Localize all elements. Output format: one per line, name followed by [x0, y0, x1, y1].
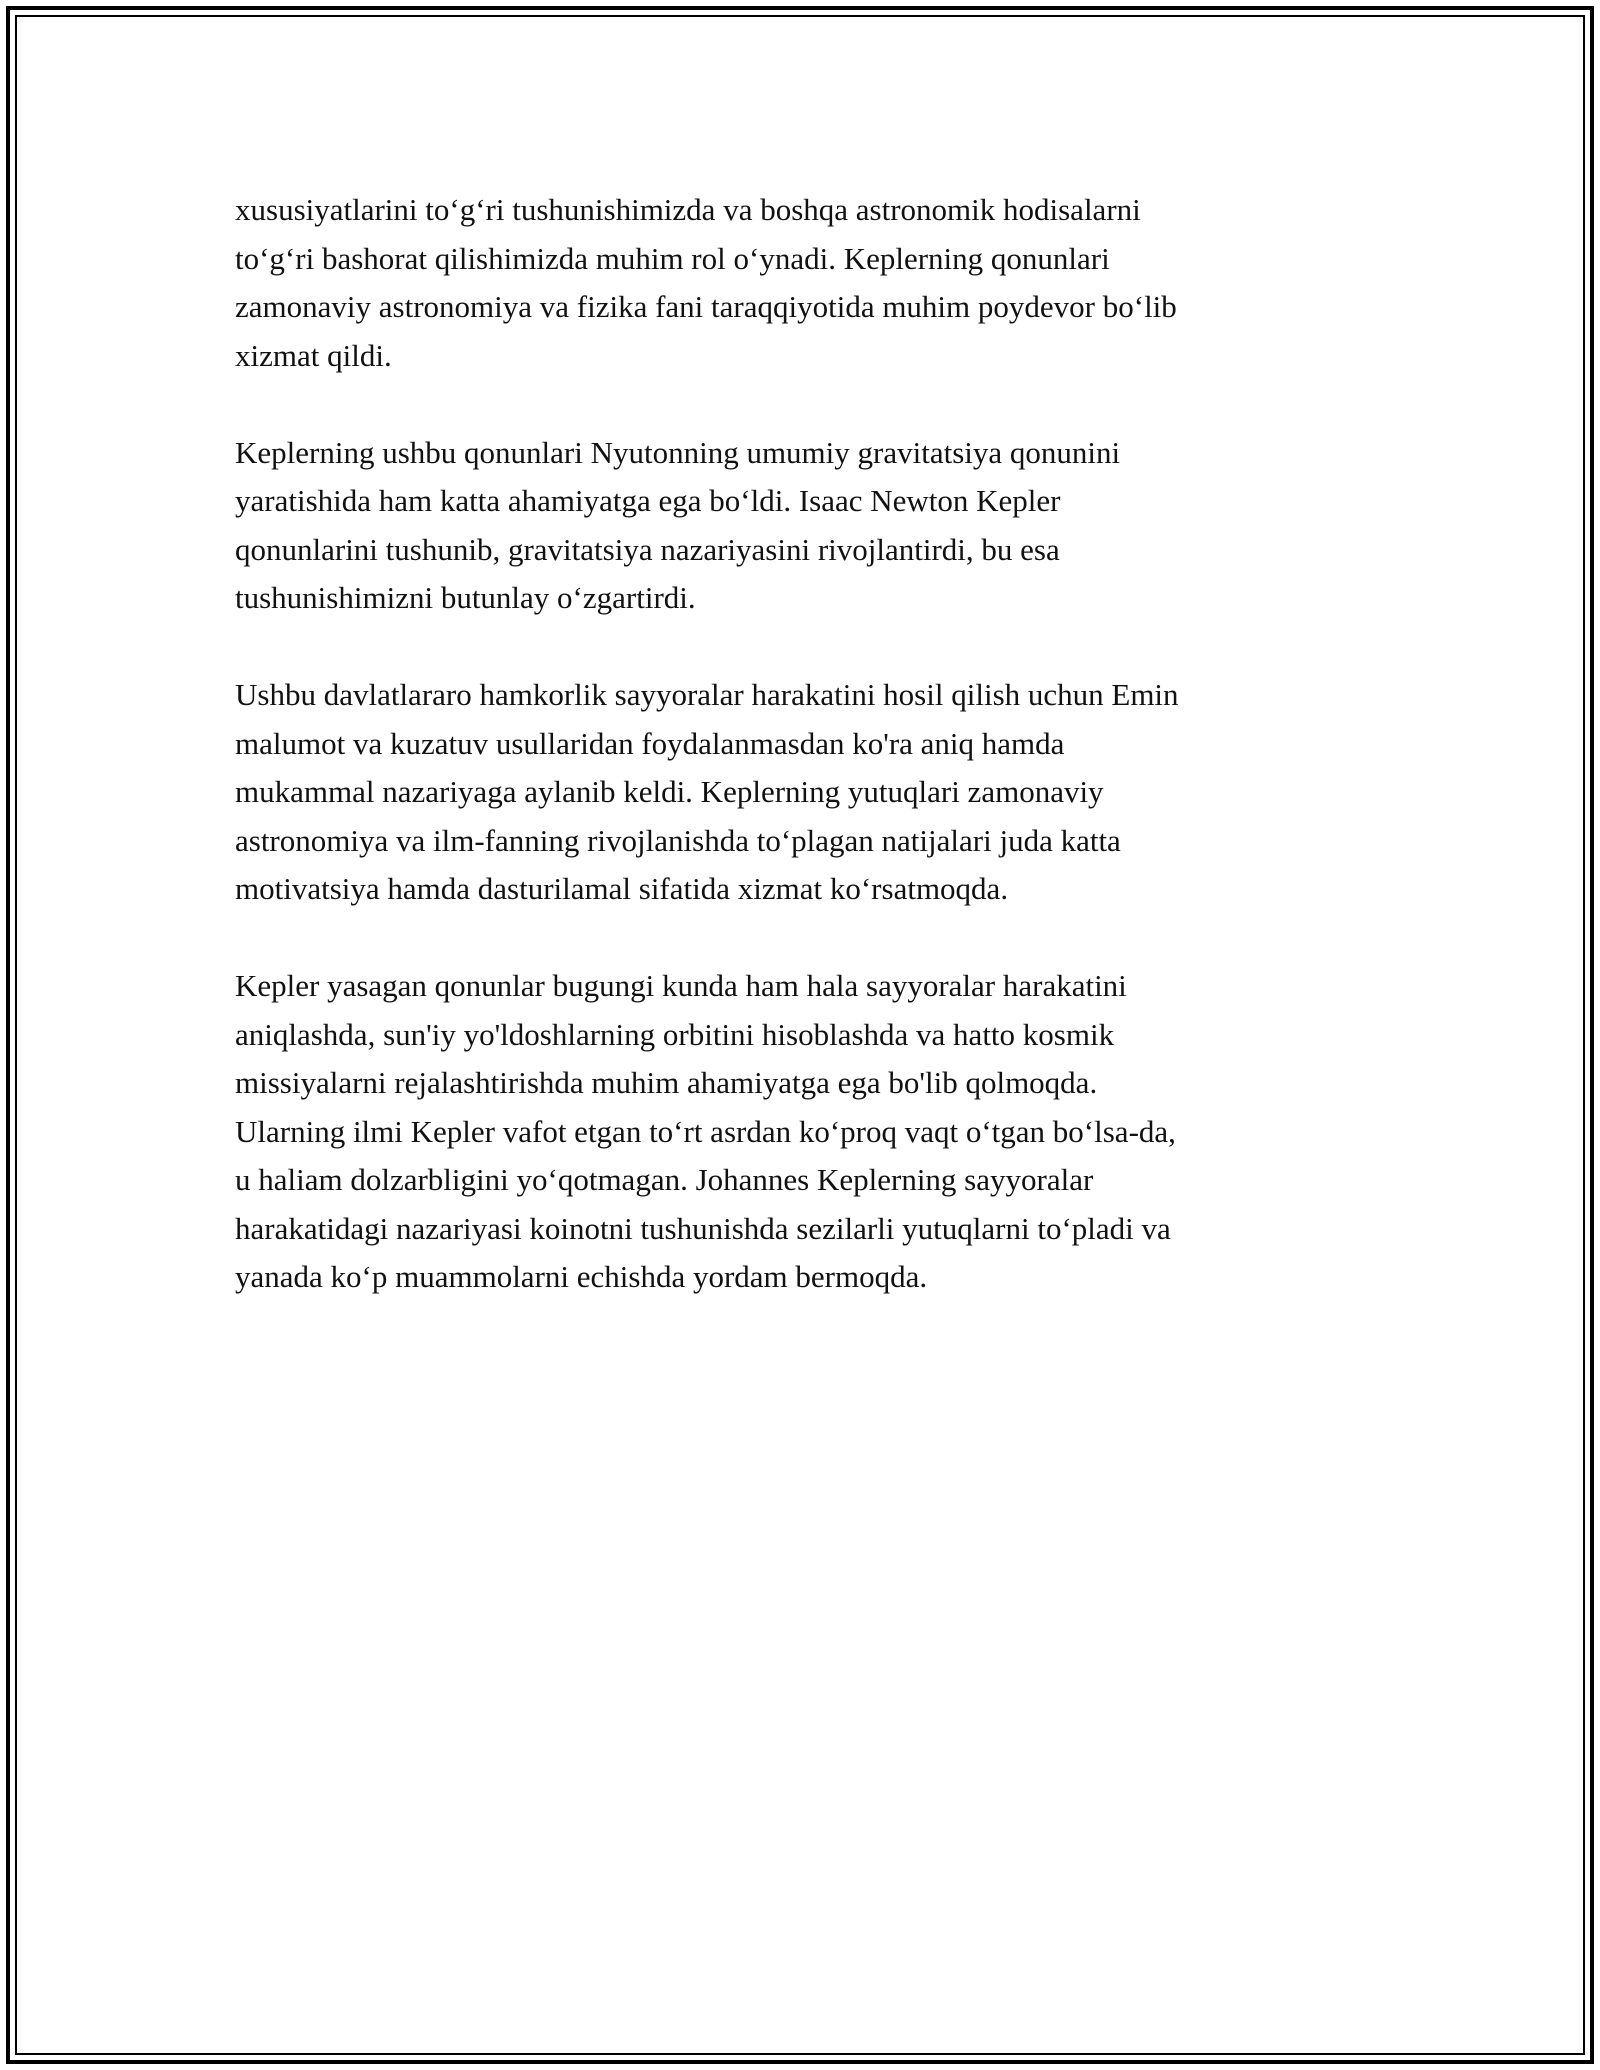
text-line: motivatsiya hamda dasturilamal sifatida xizmat ko‘rsatmoqda.: [235, 871, 1009, 906]
text-line: aniqlashda, sun'iy yo'ldoshlarning orbitini hisoblashda va hatto kosmik: [235, 1016, 1115, 1052]
text-line: Keplerning ushbu qonunlari Nyutonning umumiy gravitatsiya qonunini: [235, 434, 1121, 470]
text-line: malumot va kuzatuv usullaridan foydalanmasdan ko'ra aniq hamda: [235, 725, 1065, 761]
text-line: missiyalarni rejalashtirishda muhim ahamiyatga ega bo'lib qolmoqda.: [235, 1065, 1098, 1100]
paragraph: [235, 429, 1365, 623]
document-body: [235, 186, 1365, 1350]
text-line: xizmat qildi.: [235, 337, 392, 373]
paragraph: [235, 962, 1365, 1302]
paragraph: [235, 671, 1365, 914]
text-line: Kepler yasagan qonunlar bugungi kunda ham hala sayyoralar harakatini: [235, 968, 1127, 1003]
text-line: tushunishimizni butunlay o‘zgartirdi.: [235, 580, 696, 615]
text-line: astronomiya va ilm-fanning rivojlanishda to‘plagan natijalari juda katta: [235, 822, 1121, 858]
text-line: u haliam dolzarbligini yo‘qotmagan. Johannes Keplerning sayyoralar: [235, 1162, 1094, 1197]
text-line: xususiyatlarini to‘g‘ri tushunishimizda va boshqa astronomik hodisalarni: [235, 192, 1141, 227]
text-line: qonunlarini tushunib, gravitatsiya nazariyasini rivojlantirdi, bu esa: [235, 531, 1060, 567]
text-line: mukammal nazariyaga aylanib keldi. Keplerning yutuqlari zamonaviy: [235, 774, 1104, 809]
text-line: Ushbu davlatlararo hamkorlik sayyoralar harakatini hosil qilish uchun Emin: [235, 677, 1179, 712]
text-line: harakatidagi nazariyasi koinotni tushunishda sezilarli yutuqlarni to‘pladi va: [235, 1210, 1171, 1246]
text-line: yaratishida ham katta ahamiyatga ega bo‘ldi. Isaac Newton Kepler: [235, 483, 1061, 518]
text-line: to‘g‘ri bashorat qilishimizda muhim rol o‘ynadi. Keplerning qonunlari: [235, 240, 1110, 276]
text-line: zamonaviy astronomiya va fizika fani taraqqiyotida muhim poydevor bo‘lib: [235, 289, 1177, 324]
paragraph: [235, 186, 1365, 380]
text-line: Ularning ilmi Kepler vafot etgan to‘rt asrdan ko‘proq vaqt o‘tgan bo‘lsa-da,: [235, 1113, 1176, 1149]
text-line: yanada ko‘p muammolarni echishda yordam bermoqda.: [235, 1259, 928, 1294]
